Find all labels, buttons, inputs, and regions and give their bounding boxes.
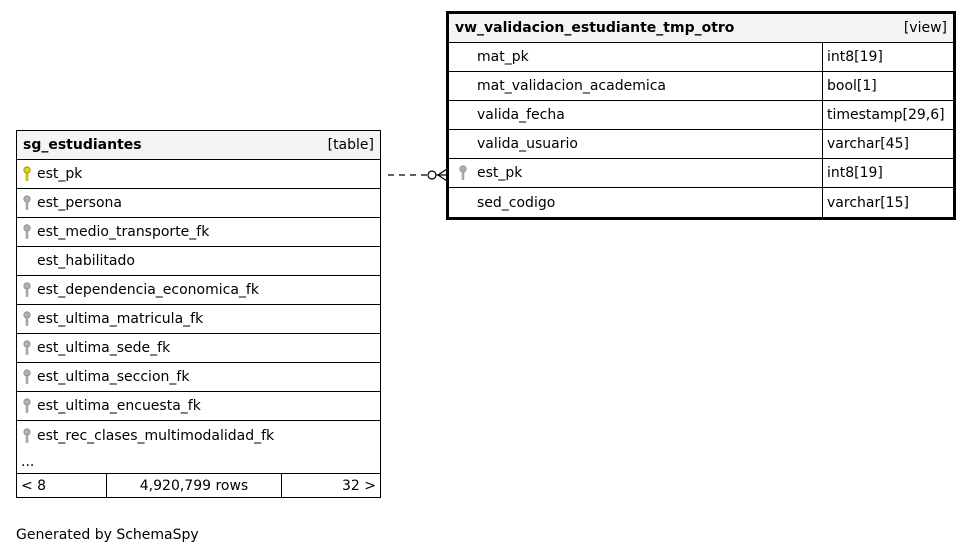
column-row[interactable] xyxy=(449,159,953,188)
parent-count-link[interactable]: < 8 xyxy=(17,474,107,497)
column-row[interactable] xyxy=(17,392,380,421)
column-name: est_persona xyxy=(37,195,122,211)
column-row[interactable] xyxy=(449,72,953,101)
column-type: bool[1] xyxy=(822,72,953,100)
column-row[interactable] xyxy=(17,247,380,276)
column-list xyxy=(17,160,380,450)
foreign-key-icon xyxy=(449,165,477,181)
column-name: est_medio_transporte_fk xyxy=(37,224,210,240)
table-footer xyxy=(17,474,380,497)
column-row[interactable] xyxy=(449,188,953,217)
column-type: int8[19] xyxy=(822,43,953,71)
column-type: varchar[45] xyxy=(822,130,953,158)
column-row[interactable] xyxy=(17,189,380,218)
column-name: mat_pk xyxy=(477,49,529,65)
column-name: valida_usuario xyxy=(477,136,578,152)
column-name: est_rec_clases_multimodalidad_fk xyxy=(37,427,275,444)
child-count-link[interactable]: 32 > xyxy=(342,477,376,494)
generated-by-credit: Generated by SchemaSpy xyxy=(16,527,199,543)
column-type: int8[19] xyxy=(822,159,953,187)
column-name: est_ultima_encuesta_fk xyxy=(37,398,201,414)
column-row[interactable] xyxy=(17,160,380,189)
column-name: sed_codigo xyxy=(477,194,556,211)
column-row[interactable] xyxy=(449,101,953,130)
foreign-key-icon xyxy=(17,398,37,414)
table-header[interactable] xyxy=(17,131,380,160)
table-kind: [table] xyxy=(327,137,374,153)
column-row[interactable] xyxy=(17,363,380,392)
view-vw-validacion-estudiante-tmp-otro[interactable] xyxy=(446,11,956,220)
column-row[interactable] xyxy=(17,305,380,334)
foreign-key-icon xyxy=(17,369,37,385)
column-row[interactable] xyxy=(17,421,380,450)
foreign-key-icon xyxy=(17,428,37,444)
column-name: est_habilitado xyxy=(37,253,135,269)
table-header[interactable] xyxy=(449,14,953,43)
column-name: est_ultima_seccion_fk xyxy=(37,369,190,385)
column-list xyxy=(449,43,953,217)
column-row[interactable] xyxy=(449,43,953,72)
column-row[interactable] xyxy=(17,276,380,305)
foreign-key-icon xyxy=(17,224,37,240)
column-name: valida_fecha xyxy=(477,107,565,123)
foreign-key-icon xyxy=(17,282,37,298)
column-type: timestamp[29,6] xyxy=(822,101,953,129)
column-name: est_ultima_sede_fk xyxy=(37,340,171,356)
column-row[interactable] xyxy=(449,130,953,159)
column-name: est_pk xyxy=(37,166,83,182)
row-count: 4,920,799 rows xyxy=(107,474,282,497)
column-row[interactable] xyxy=(17,334,380,363)
column-row[interactable] xyxy=(17,218,380,247)
primary-key-icon xyxy=(17,166,37,182)
table-kind: [view] xyxy=(903,20,947,36)
foreign-key-icon xyxy=(17,340,37,356)
column-name: est_dependencia_economica_fk xyxy=(37,282,259,298)
foreign-key-icon xyxy=(17,195,37,211)
more-columns-ellipsis: ... xyxy=(17,450,380,474)
edge-zero-circle xyxy=(428,171,436,179)
table-sg-estudiantes[interactable] xyxy=(16,130,381,498)
table-name[interactable]: vw_validacion_estudiante_tmp_otro xyxy=(455,20,735,36)
column-type: varchar[15] xyxy=(822,188,953,217)
foreign-key-icon xyxy=(17,311,37,327)
table-name[interactable]: sg_estudiantes xyxy=(23,137,142,153)
column-name: mat_validacion_academica xyxy=(477,78,666,94)
column-name: est_ultima_matricula_fk xyxy=(37,311,204,327)
column-name: est_pk xyxy=(477,165,523,181)
